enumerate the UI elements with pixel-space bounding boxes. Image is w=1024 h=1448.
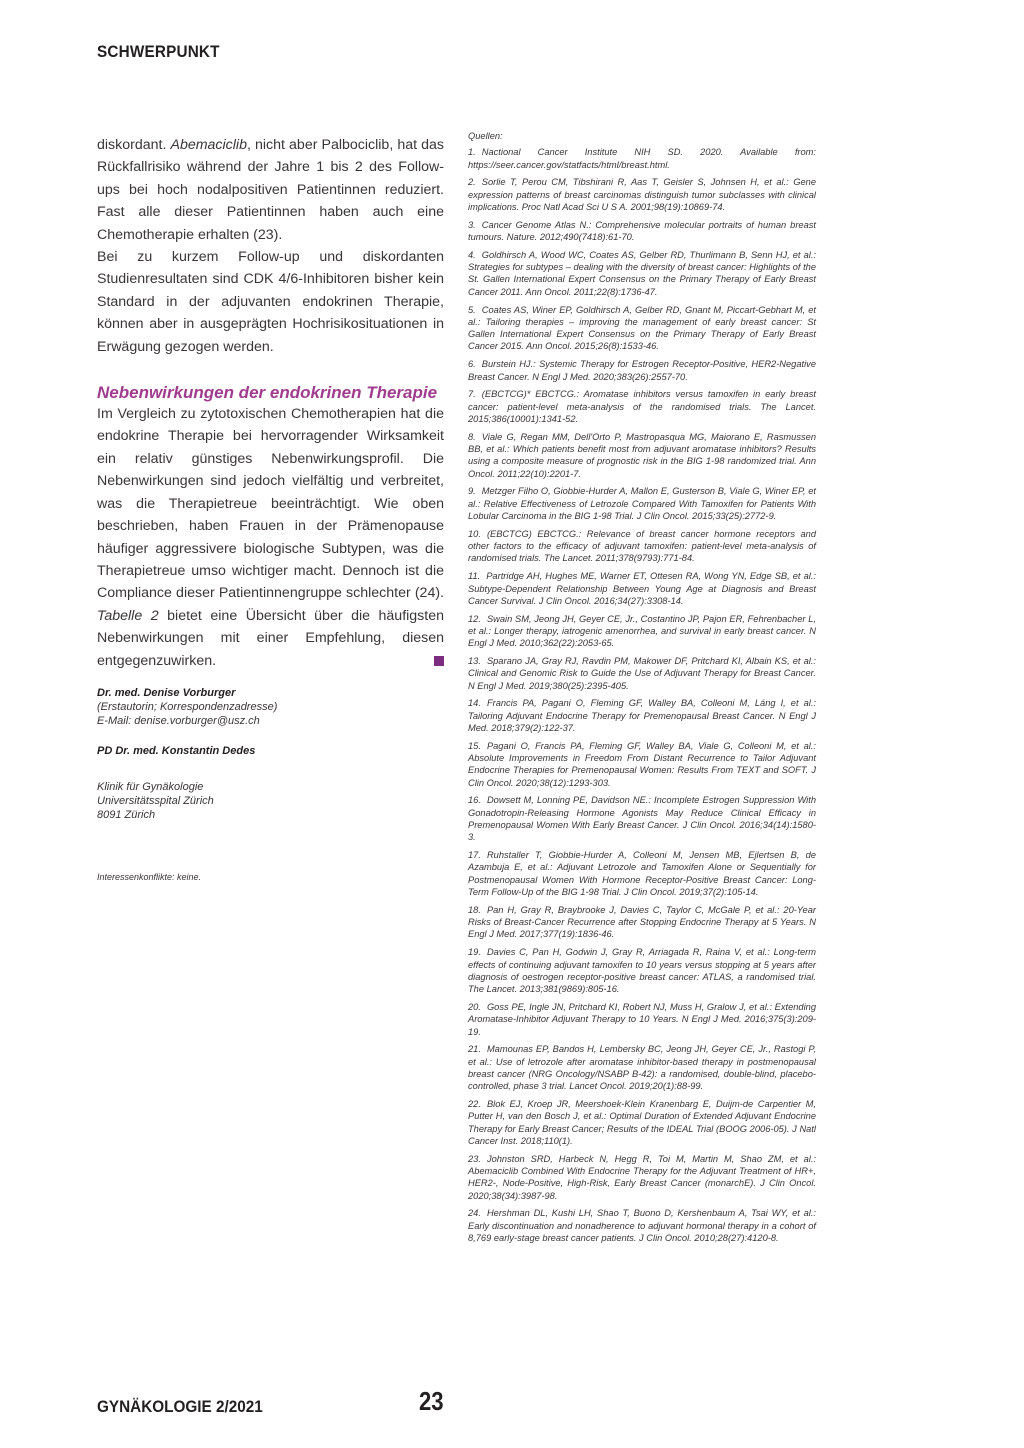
clinic-line-1: Klinik für Gynäkologie: [97, 780, 204, 793]
reference-number: 24.: [468, 1208, 481, 1219]
paragraph-1: [97, 134, 444, 246]
reference-text: Hershman DL, Kushi LH, Shao T, Buono D, Kershenbaum A, Tsai WY, et al.: Early discontinuation and nonadherence to adjuvant hormonal therapy in a cohort of 8,769 early-stage breast cancer patients. J Clin Oncol. 2010;28(27):4120-8.: [468, 1208, 816, 1243]
clinic-line-2: Universitätsspital Zürich: [97, 794, 214, 807]
paragraph-3-part-b: bietet eine Übersicht über die häufigsten Nebenwirkungen mit einer Empfehlung, diesen entgegenzuwirken.: [97, 607, 444, 669]
reference-item: [468, 570, 816, 607]
reference-number: 10.: [468, 528, 481, 539]
reference-text: (EBCTCG) EBCTCG.: Relevance of breast cancer hormone receptors and other factors to the efficacy of adjuvant tamoxifen: patient-level meta-analysis of randomised trials. The Lancet. 2011;378(9793):771-84.: [468, 528, 816, 564]
reference-text: Pan H, Gray R, Braybrooke J, Davies C, Taylor C, McGale P, et al.: 20-Year Risks of Breast-Cancer Recurrence after Stopping Endocrine Therapy at 5 Years. N Engl J Med. 2017;377(19):1836-46.: [468, 904, 816, 940]
reference-item: [468, 219, 816, 244]
reference-text: (EBCTCG)* EBCTCG.: Aromatase inhibitors versus tamoxifen in early breast cancer: patient-level meta-analysis of the randomised trials. The Lancet. 2015;386(10001):1341-52.: [468, 389, 816, 424]
reference-item: [468, 740, 816, 789]
reference-item: [468, 697, 816, 734]
paragraph-3-part-a: Im Vergleich zu zytotoxischen Chemotherapien hat die endokrine Therapie bei hervorragender Wirksamkeit ein relativ günstiges Nebenwirkungsprofil. Die Nebenwirkungen sind jedoch vielfältig und verbreitet, was die Therapietreue beeinträchtigt. Wie oben beschrieben, haben Frauen in der Prämenopause häufiger aggressivere biologische Subtypen, was die Therapietreue umso wichtiger macht. Dennoch ist die Compliance dieser Patientinnengruppe schlechter (24).: [97, 406, 444, 602]
reference-number: 19.: [468, 947, 481, 958]
reference-number: 14.: [468, 698, 481, 709]
reference-text: Metzger Filho O, Giobbie-Hurder A, Mallon E, Gusterson B, Viale G, Winer EP, et al.: Relative Effectiveness of Letrozole Compared With Tamoxifen for Patients With Lobular Carcinoma in the BIG 1-98 Trial. J Clin Oncol. 2015;33(25):2772-9.: [468, 486, 816, 522]
page-number: 23: [419, 1386, 444, 1416]
reference-text: Pagani O, Francis PA, Fleming GF, Walley BA, Viale G, Colleoni M, et al.: Absolute Improvements in Freedom From Distant Recurrence to Tailor Adjuvant Endocrine Therapies for Premenopausal Women: Results From TEXT and SOFT. J Clin Oncol. 2020;38(12):1293-303.: [468, 740, 816, 788]
author-info: [97, 686, 444, 884]
reference-item: [468, 613, 816, 650]
reference-text: Davies C, Pan H, Godwin J, Gray R, Arriagada R, Raina V, et al.: Long-term effects of continuing adjuvant tamoxifen to 10 years versus stopping at 5 years after diagnosis of oestrogen receptor-positive breast cancer: ATLAS, a randomised trial. The Lancet. 2013;381(9869):805-16.: [468, 947, 816, 995]
reference-text: Partridge AH, Hughes ME, Warner ET, Ottesen RA, Wong YN, Edge SB, et al.: Subtype-Dependent Relationship Between Young Age at Diagnosis and Breast Cancer Survival. J Clin Oncol. 2016;34(27):3308-14.: [468, 571, 816, 606]
reference-text: Sparano JA, Gray RJ, Ravdin PM, Makower DF, Pritchard KI, Albain KS, et al.: Clinical and Genomic Risk to Guide the Use of Adjuvant Therapy for Breast Cancer. N Engl J Med. 2019;380(25):2395-405.: [468, 655, 816, 691]
references-title: Quellen:: [468, 131, 503, 141]
reference-text: Sorlie T, Perou CM, Tibshirani R, Aas T, Geisler S, Johnsen H, et al.: Gene expression patterns of breast carcinomas distinguish tumor subclasses with clinical implications. Proc Natl Acad Sci U S A. 2001;98(19):10869-74.: [468, 177, 816, 212]
table-reference: Tabelle 2: [97, 607, 159, 624]
reference-text: Goldhirsch A, Wood WC, Coates AS, Gelber RD, Thurlimann B, Senn HJ, et al.: Strategies for subtypes – dealing with the diversity of breast cancer: Highlights of the St. Gallen International Expert Consensus on the Primary Therapy of Early Breast Cancer 2011. Ann Oncol. 2011;22(8):1736-47.: [468, 249, 816, 297]
clinic-address: [97, 780, 444, 822]
paragraph-1-drug-name: Abemaciclib: [170, 137, 247, 153]
reference-number: 1.: [468, 147, 476, 158]
paragraph-1-prefix: diskordant.: [97, 137, 171, 153]
reference-item: [468, 146, 816, 171]
reference-text: Cancer Genome Atlas N.: Comprehensive molecular portraits of human breast tumours. Nature. 2012;490(7418):61-70.: [468, 219, 816, 243]
reference-item: [468, 655, 816, 692]
author-1-name: Dr. med. Denise Vorburger: [97, 686, 236, 699]
reference-item: [468, 528, 816, 565]
reference-item: [468, 304, 816, 353]
reference-item: [468, 1207, 816, 1244]
paragraph-2: Bei zu kurzem Follow-up und diskordanten Studienresultaten sind CDK 4/6-Inhibitoren bisher kein Standard in der adjuvanten endokrinen Therapie, können aber in ausgeprägten Hochrisikosituationen in Erwägung gezogen werden.: [97, 249, 444, 355]
reference-number: 5.: [468, 304, 476, 315]
reference-text: Swain SM, Jeong JH, Geyer CE, Jr., Costantino JP, Pajon ER, Fehrenbacher L, et al.: Longer therapy, iatrogenic amenorrhea, and survival in early breast cancer. N Engl J Med. 2010;362(22):2053-65.: [468, 613, 816, 649]
reference-number: 3.: [468, 219, 476, 230]
reference-item: [468, 1098, 816, 1147]
author-1-role: (Erstautorin; Korrespondenzadresse): [97, 700, 278, 713]
reference-number: 21.: [468, 1044, 481, 1055]
reference-item: [468, 431, 816, 480]
reference-text: Johnston SRD, Harbeck N, Hegg R, Toi M, Martin M, Shao ZM, et al.: Abemaciclib Combined With Endocrine Therapy for the Adjuvant Treatment of HR+, HER2-, Node-Positive, High-Risk, Early Breast Cancer (monarchE). J Clin Oncol. 2020;38(34):3987-98.: [468, 1153, 816, 1201]
reference-item: [468, 358, 816, 383]
section-heading: Nebenwirkungen der endokrinen Therapie: [97, 383, 438, 403]
reference-number: 7.: [468, 389, 476, 400]
reference-number: 11.: [468, 571, 481, 582]
section-header: SCHWERPUNKT: [97, 42, 220, 61]
reference-text: Nactional Cancer Institute NIH SD. 2020. Available from: https://seer.cancer.gov/statfacts/html/breast.html.: [468, 147, 816, 170]
reference-number: 12.: [468, 613, 481, 624]
main-text-column: [97, 134, 444, 884]
reference-text: Dowsett M, Lonning PE, Davidson NE.: Incomplete Estrogen Suppression With Gonadotropin-Releasing Hormone Agonists May Reduce Clinical Efficacy in Premenopausal Women With Early Breast Cancer. J Clin Oncol. 2016;34(14):1580-3.: [468, 795, 816, 843]
reference-item: [468, 1153, 816, 1202]
author-2-name: PD Dr. med. Konstantin Dedes: [97, 744, 256, 757]
reference-number: 20.: [468, 1001, 481, 1012]
reference-number: 13.: [468, 655, 481, 666]
reference-item: [468, 1001, 816, 1038]
references-column: [468, 130, 816, 1250]
reference-number: 15.: [468, 740, 481, 751]
reference-text: Ruhstaller T, Giobbie-Hurder A, Colleoni M, Jensen MB, Ejlertsen B, de Azambuja E, et al.: Adjuvant Letrozole and Tamoxifen Alone or Sequentially for Postmenopausal Women With Hormone Receptor-Positive Breast Cancer: Long-Term Follow-Up of the BIG 1-98 Trial. J Clin Oncol. 2019;37(2):105-14.: [468, 850, 816, 898]
reference-text: Francis PA, Pagani O, Fleming GF, Walley BA, Colleoni M, Láng I, et al.: Tailoring Adjuvant Endocrine Therapy for Premenopausal Breast Cancer. N Engl J Med. 2018;379(2):122-37.: [468, 698, 816, 733]
clinic-line-3: 8091 Zürich: [97, 808, 156, 821]
paragraph-1-rest: , nicht aber Palbociclib, hat das Rückfallrisiko während der Jahre 1 bis 2 des Follow-ups bei hoch nodalpositiven Patientinnen reduziert. Fast alle dieser Patientinnen haben auch eine Chemotherapie erhalten (23).: [97, 137, 445, 243]
reference-item: [468, 1043, 816, 1092]
reference-text: Coates AS, Winer EP, Goldhirsch A, Gelber RD, Gnant M, Piccart-Gebhart M, et al.: Tailoring therapies – improving the management of early breast cancer: St Gallen International Expert Consensus on the Primary Therapy of Early Breast Cancer 2015. Ann Oncol. 2015;26(8):1533-46.: [468, 304, 816, 352]
reference-text: Mamounas EP, Bandos H, Lembersky BC, Jeong JH, Geyer CE, Jr., Rastogi P, et al.: Use of letrozole after aromatase inhibitor-based therapy in postmenopausal breast cancer (NRG Oncology/NSABP B-42): a randomised, double-blind, placebo-controlled, phase 3 trial. Lancet Oncol. 2019;20(1):88-99.: [468, 1044, 816, 1092]
end-of-article-marker: [434, 656, 444, 666]
reference-item: [468, 176, 816, 213]
paragraph-3: [97, 403, 444, 672]
reference-item: [468, 946, 816, 995]
conflict-of-interest: Interessenkonflikte: keine.: [97, 871, 202, 882]
reference-number: 4.: [468, 249, 476, 260]
references-list: [468, 146, 816, 1244]
reference-number: 16.: [468, 795, 481, 806]
footer-journal: GYNÄKOLOGIE 2/2021: [97, 1397, 263, 1416]
reference-text: Viale G, Regan MM, Dell'Orto P, Mastropasqua MG, Maiorano E, Rasmussen BB, et al.: Which patients benefit most from adjuvant aromatase inhibitors? Results using a composite measure of prognostic risk in the BIG 1-98 randomized trial. Ann Oncol. 2011;22(10):2201-7.: [468, 431, 816, 479]
reference-number: 2.: [468, 177, 476, 188]
reference-text: Goss PE, Ingle JN, Pritchard KI, Robert NJ, Muss H, Gralow J, et al.: Extending Aromatase-Inhibitor Adjuvant Therapy to 10 Years. N Engl J Med. 2016;375(3):209-19.: [468, 1001, 816, 1037]
reference-number: 22.: [468, 1098, 481, 1109]
reference-text: Blok EJ, Kroep JR, Meershoek-Klein Kranenbarg E, Duijm-de Carpentier M, Putter H, van den Bosch J, et al.: Optimal Duration of Extended Adjuvant Endocrine Therapy for Early Breast Cancer; Results of the IDEAL Trial (BOOG 2006-05). J Natl Cancer Inst. 2018;110(1).: [468, 1098, 816, 1146]
reference-item: [468, 904, 816, 941]
reference-number: 18.: [468, 904, 481, 915]
reference-number: 6.: [468, 359, 476, 370]
reference-item: [468, 849, 816, 898]
reference-item: [468, 485, 816, 522]
reference-item: [468, 388, 816, 425]
reference-number: 9.: [468, 486, 476, 497]
reference-number: 17.: [468, 850, 481, 861]
reference-item: [468, 794, 816, 843]
author-1-email: E-Mail: denise.vorburger@usz.ch: [97, 714, 260, 727]
reference-item: [468, 249, 816, 298]
reference-text: Burstein HJ.: Systemic Therapy for Estrogen Receptor-Positive, HER2-Negative Breast Cancer. N Engl J Med. 2020;383(26):2557-70.: [468, 359, 816, 382]
reference-number: 8.: [468, 431, 476, 442]
reference-number: 23.: [468, 1153, 481, 1164]
